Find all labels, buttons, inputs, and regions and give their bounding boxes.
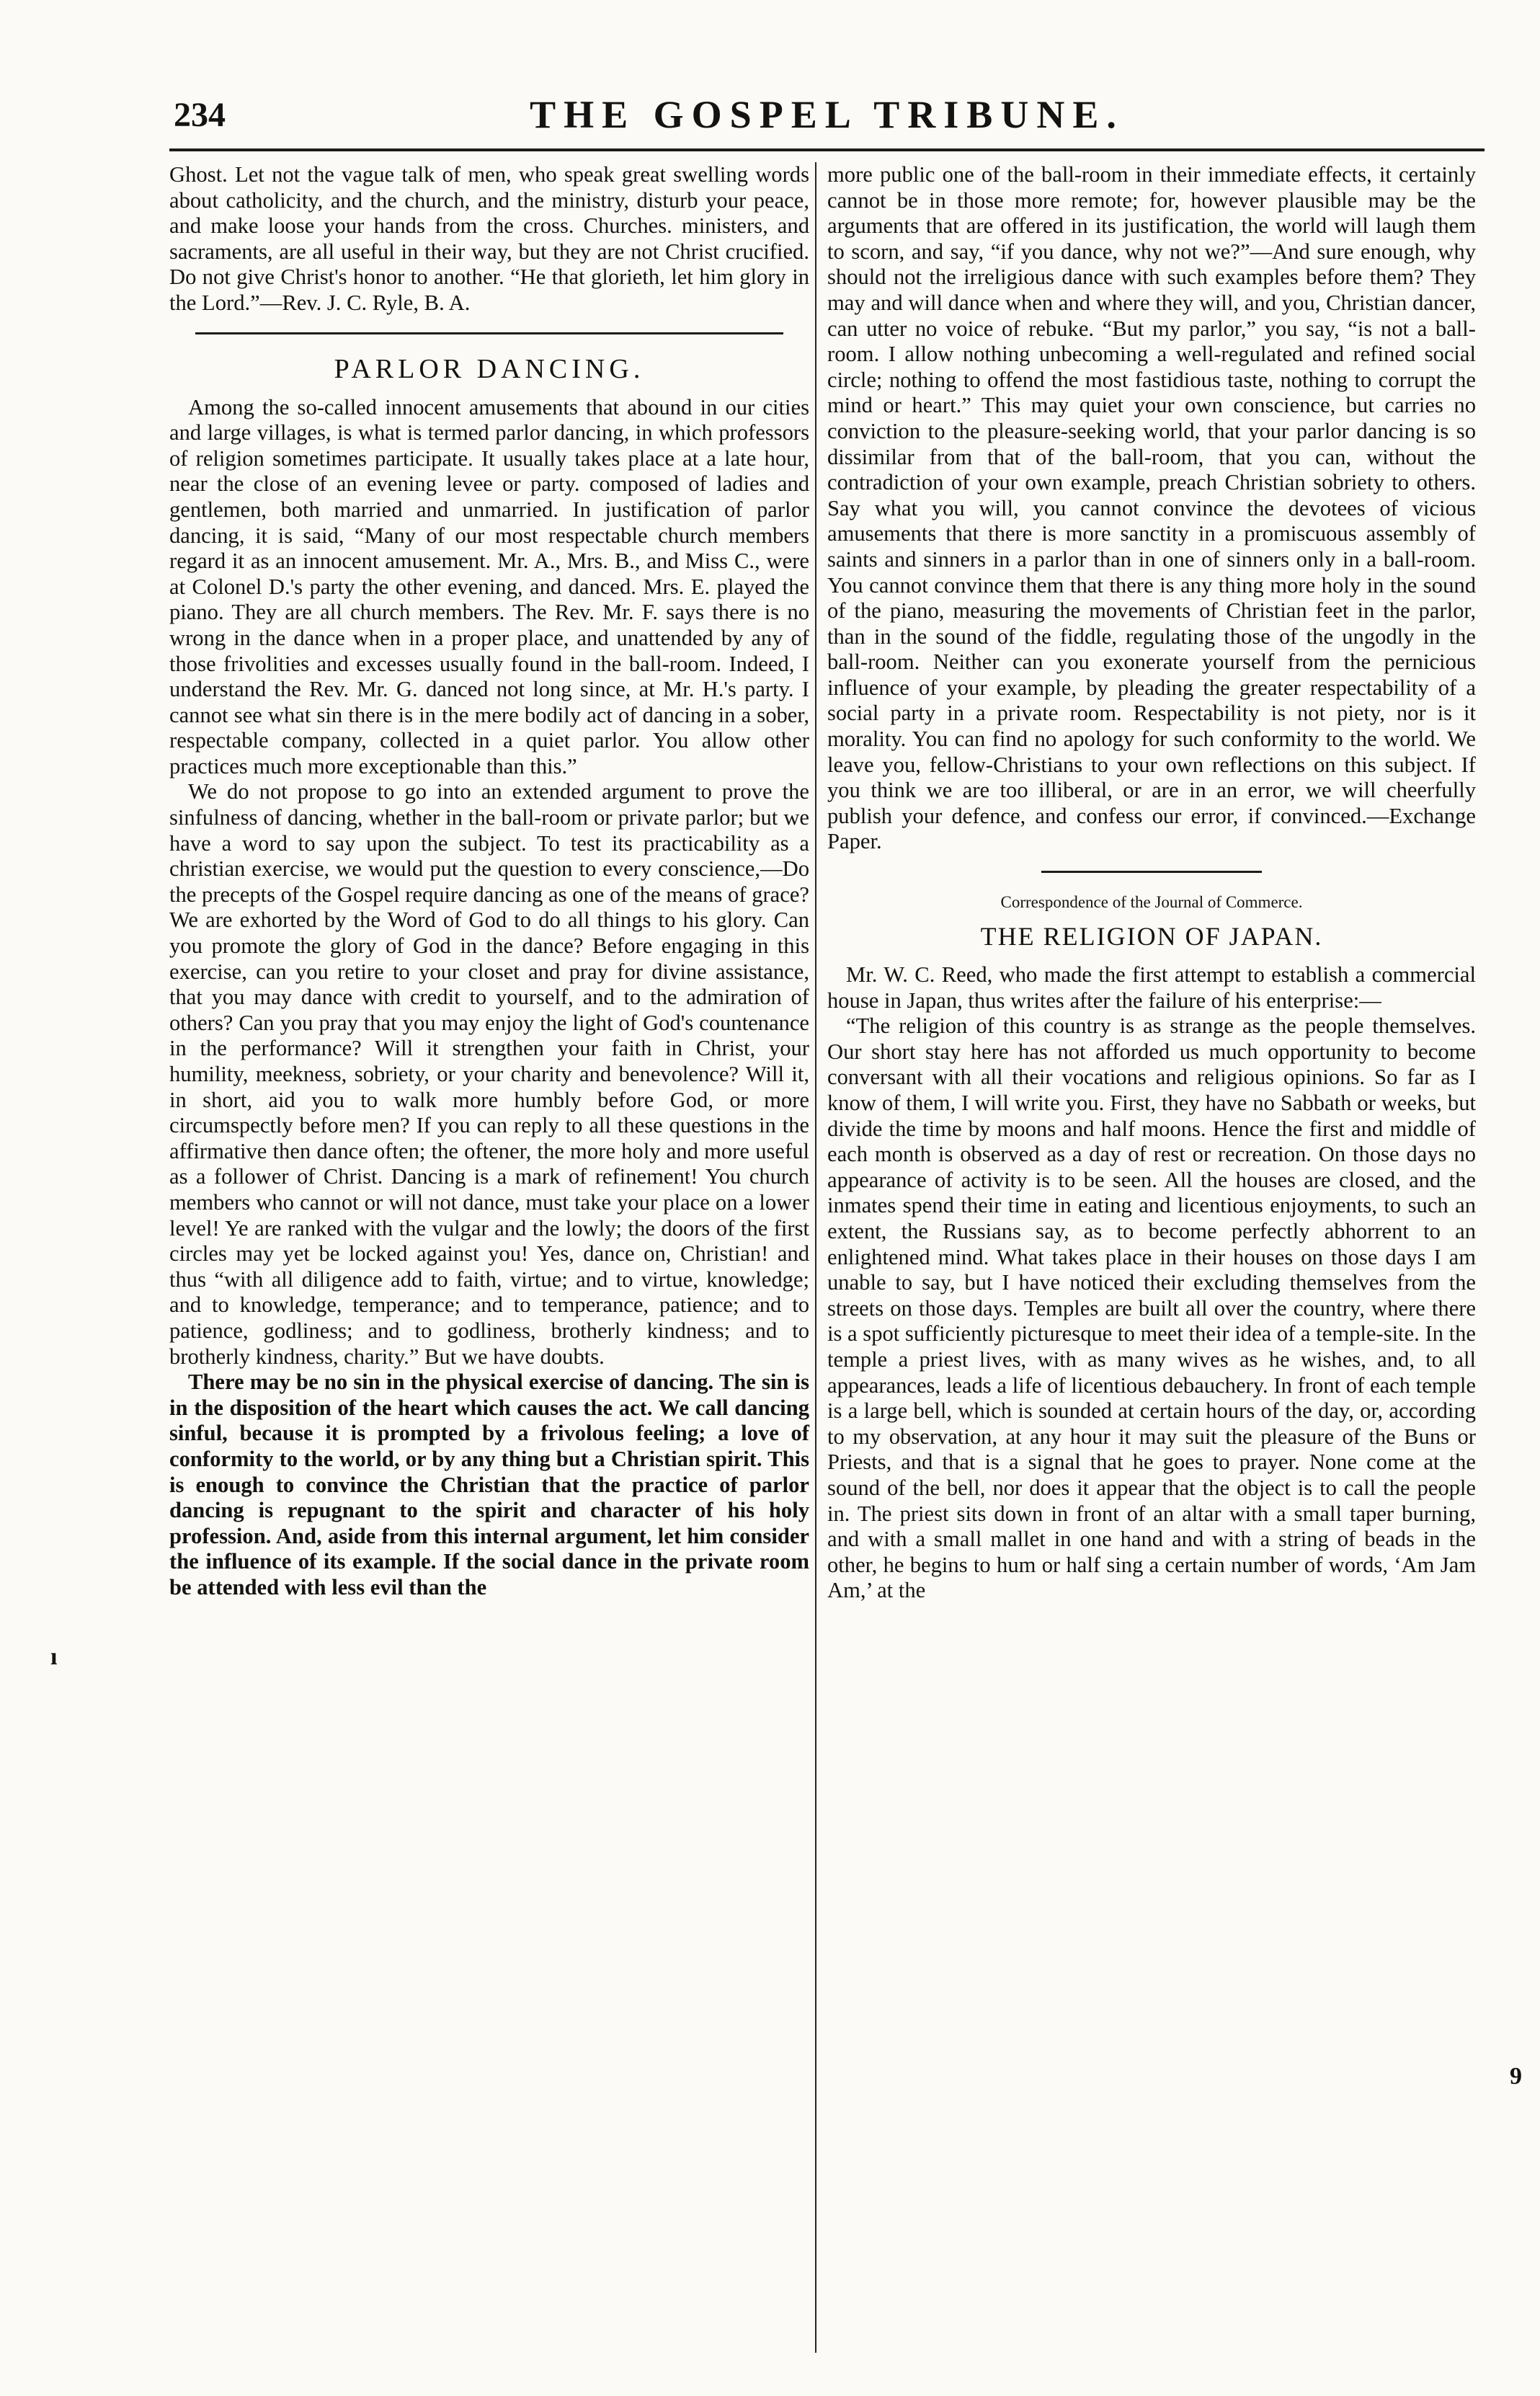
running-title: THE GOSPEL TRIBUNE.: [530, 93, 1124, 136]
continuation-paragraph: more public one of the ball-room in their immediate effects, it certainly cannot be in those more remote; for, however plausible may be the arguments that are offered in its justification, the world will laugh them to scorn, and say, “if you dance, why not we?”—And sure enough, why should not the irreligious dance with such examples before them? They may and will dance when and where they will, and you, Christian dancer, can utter no voice of rebuke. “But my parlor,” you say, “is not a ball-room. I allow nothing unbecoming a well-regulated and refined social circle; nothing to offend the most fastidious taste, nothing to corrupt the mind or heart.” This may quiet your own conscience, but carries no conviction to the pleasure-seeking world, that your parlor dancing is so dissimilar from that of the ball-room, that you can, without the contradiction of your own example, preach Christian sobriety to others. Say what you will, you cannot convince the devotees of vicious amusements that there is more sanctity in a promiscuous assembly of saints and sinners in a parlor than in one of sinners only in a ball-room. You cannot convince them that there is any thing more holy in the sound of the piano, measuring the movements of Christian feet in the parlor, than in the sound of the fiddle, regulating those of the ungodly in the ball-room. Neither can you exonerate yourself from the pernicious influence of your example, by pleading the greater respectability of a social party in a private room. Respectability is not piety, nor is it morality. You can find no apology for such conformity to the world. We leave you, fellow-Christians to your own reflections on this subject. If you think we are too illiberal, or are in an error, we will cheerfully publish your defence, and confess our error, if convinced.—Exchange Paper.: [827, 162, 1476, 854]
correspondence-line: Correspondence of the Journal of Commerce.: [1000, 893, 1303, 912]
article-title-parlor-dancing: PARLOR DANCING.: [334, 353, 645, 384]
right-margin-mark: 9: [1510, 2063, 1522, 2090]
page-number: 234: [174, 96, 226, 134]
left-margin-mark: ı: [50, 1643, 58, 1670]
article-title-religion-of-japan: THE RELIGION OF JAPAN.: [980, 922, 1323, 951]
article-paragraph: “The religion of this country is as strange as the people themselves. Our short stay here has not afforded us much opportunity to become conversant with all their vocations and religious opinions. So far as I know of them, I will write you. First, they have no Sabbath or weeks, but divide the time by moons and half moons. Hence the first and middle of each month is observed as a day of rest or recreation. On those days no appearance of activity is to be seen. All the houses are closed, and the inmates spend their time in eating and licentious enjoyments, to such an extent, the Russians say, as to become perfectly abhorrent to an enlightened mind. What takes place in their houses on those days I am unable to say, but I have noticed their excluding themselves from the streets on those days. Temples are built all over the country, where there is a spot sufficiently picturesque to meet their idea of a temple-site. In the temple a priest lives, with as many wives as he wishes, and, to all appearances, leads a life of licentious debauchery. In front of each temple is a large bell, which is sounded at certain hours of the day, or, according to my observation, at any hour it may suit the pleasure of the Buns or Priests, and that is a signal that he goes to prayer. None come at the sound of the bell, nor does it appear that the object is to call the people in. The priest sits down in front of an altar with a small taper burning, and with a small mallet in one hand and with a string of beads in the other, he begins to hum or half sing a certain number of words, ‘Am Jam Am,’ at the: [827, 1013, 1476, 1603]
section-divider: [1041, 871, 1262, 873]
section-divider: [195, 332, 784, 334]
opening-paragraph: Ghost. Let not the vague talk of men, who speak great swelling words about catholicity, and the church, and the ministry, disturb your peace, and make loose your hands from the cross. Churches. ministers, and sacraments, are all useful in their way, but they are not Christ crucified. Do not give Christ's honor to another. “He that glorieth, let him glory in the Lord.”—Rev. J. C. Ryle, B. A.: [169, 162, 809, 315]
article-paragraph: Among the so-called innocent amusements that abound in our cities and large villages, is what is termed parlor dancing, in which professors of religion sometimes participate. It usually takes place at a late hour, near the close of an evening levee or party. composed of ladies and gentlemen, both married and unmarried. In justification of parlor dancing, it is said, “Many of our most respectable church members regard it as an innocent amusement. Mr. A., Mrs. B., and Miss C., were at Colonel D.'s party the other evening, and danced. Mrs. E. played the piano. They are all church members. The Rev. Mr. F. says there is no wrong in the dance when in a proper place, and unattended by any of those frivolities and excesses usually found in the ball-room. Indeed, I understand the Rev. Mr. G. danced not long since, at Mr. H.'s party. I cannot see what sin there is in the mere bodily act of dancing in a sober, respectable company, collected in a quiet parlor. You allow other practices much more exceptionable than this.”: [169, 394, 809, 778]
left-column: [169, 162, 818, 2356]
article-paragraph: There may be no sin in the physical exercise of dancing. The sin is in the disposition of the heart which causes the act. We call dancing sinful, because it is prompted by a frivolous feeling; a love of conformity to the world, or by any thing but a Christian spirit. This is enough to convince the Christian that the practice of parlor dancing is repugnant to the spirit and character of his holy profession. And, aside from this internal argument, let him consider the influence of its example. If the social dance in the private room be attended with less evil than the: [169, 1370, 809, 1599]
page-header: [169, 85, 1485, 151]
right-column: [827, 162, 1476, 2356]
article-paragraph: We do not propose to go into an extended argument to prove the sinfulness of dancing, whether in the ball-room or private parlor; but we have a word to say upon the subject. To test its practicability as a christian exercise, we would put the question to every conscience,—Do the precepts of the Gospel require dancing as one of the means of grace? We are exhorted by the Word of God to do all things to his glory. Can you promote the glory of God in the dance? Before engaging in this exercise, can you retire to your closet and pray for divine assistance, that you may dance with credit to yourself, and to the admiration of others? Can you pray that you may enjoy the light of God's countenance in the performance? Will it strengthen your faith in Christ, your humility, meekness, sobriety, or your charity and benevolence? Will it, in short, aid you to walk more humbly before God, or more circumspectly before men? If you can reply to all these questions in the affirmative then dance often; the oftener, the more holy and more useful as a follower of Christ. Dancing is a mark of refinement! You church members who cannot or will not dance, must take your place on a lower level! Ye are ranked with the vulgar and the lowly; the doors of the first circles may yet be locked against you! Yes, dance on, Christian! and thus “with all diligence add to faith, virtue; and to virtue, knowledge; and to knowledge, temperance; and to temperance, patience; and to patience, godliness; and to godliness, brotherly kindness; and to brotherly kindness, charity.” But we have doubts.: [169, 779, 809, 1369]
article-paragraph: Mr. W. C. Reed, who made the first attempt to establish a commercial house in Japan, thus writes after the failure of his enterprise:—: [827, 962, 1476, 1013]
